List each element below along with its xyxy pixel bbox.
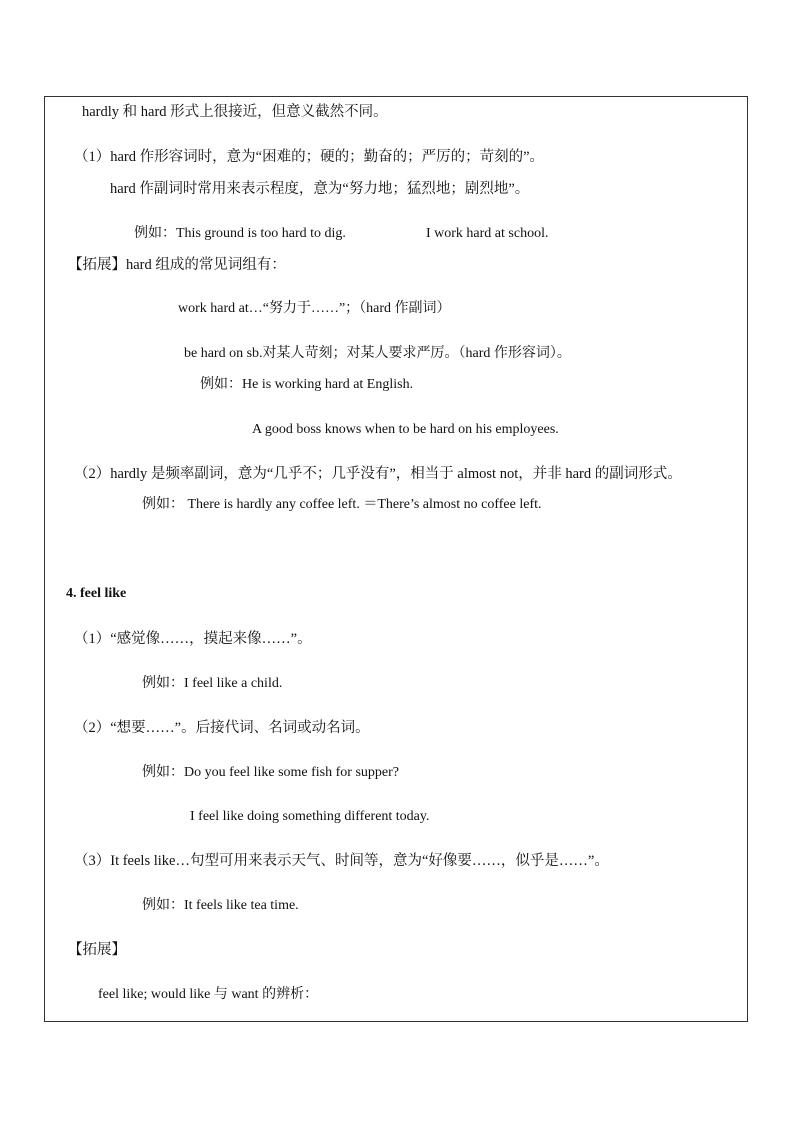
- hard-adjective-meaning: （1）hard 作形容词时，意为“困难的；硬的；勤奋的；严厉的；苛刻的”。: [74, 149, 545, 165]
- feel-like-meaning-2: （2）“想要……”。后接代词、名词或动名词。: [74, 720, 370, 736]
- example-tea-time: 例如：It feels like tea time.: [142, 898, 299, 913]
- example-feel-different: I feel like doing something different today.: [190, 809, 430, 824]
- expansion-heading: 【拓展】hard 组成的常见词组有：: [68, 257, 286, 273]
- feel-like-meaning-3: （3）It feels like…句型可用来表示天气、时间等，意为“好像要……，似乎是……”。: [74, 853, 609, 869]
- section-heading-feel-like: 4. feel like: [66, 586, 127, 601]
- expansion-heading-2: 【拓展】: [68, 942, 126, 958]
- hardly-meaning: （2）hardly 是频率副词，意为“几乎不；几乎没有”，相当于 almost not，并非 hard 的副词形式。: [74, 466, 682, 482]
- example-feel-fish: 例如：Do you feel like some fish for supper?: [142, 765, 399, 780]
- hard-adverb-meaning: hard 作副词时常用来表示程度，意为“努力地；猛烈地；剧烈地”。: [110, 181, 530, 197]
- example-hard-school: I work hard at school.: [426, 226, 549, 241]
- example-hard-dig: 例如：This ground is too hard to dig.: [134, 226, 346, 241]
- phrase-be-hard-on: be hard on sb.对某人苛刻；对某人要求严厉。（hard 作形容词）。: [184, 346, 571, 361]
- feel-like-meaning-1: （1）“感觉像……，摸起来像……”。: [74, 631, 312, 647]
- example-feel-child: 例如：I feel like a child.: [142, 676, 283, 691]
- intro-line: hardly 和 hard 形式上很接近，但意义截然不同。: [82, 104, 388, 120]
- example-working-hard: 例如：He is working hard at English.: [200, 377, 414, 392]
- example-hardly-coffee: 例如： There is hardly any coffee left. ＝There’s almost no coffee left.: [142, 497, 542, 512]
- comparison-line: feel like; would like 与 want 的辨析：: [98, 987, 319, 1002]
- example-good-boss: A good boss knows when to be hard on his employees.: [252, 422, 559, 437]
- phrase-work-hard-at: work hard at…“努力于……”；（hard 作副词）: [178, 301, 451, 316]
